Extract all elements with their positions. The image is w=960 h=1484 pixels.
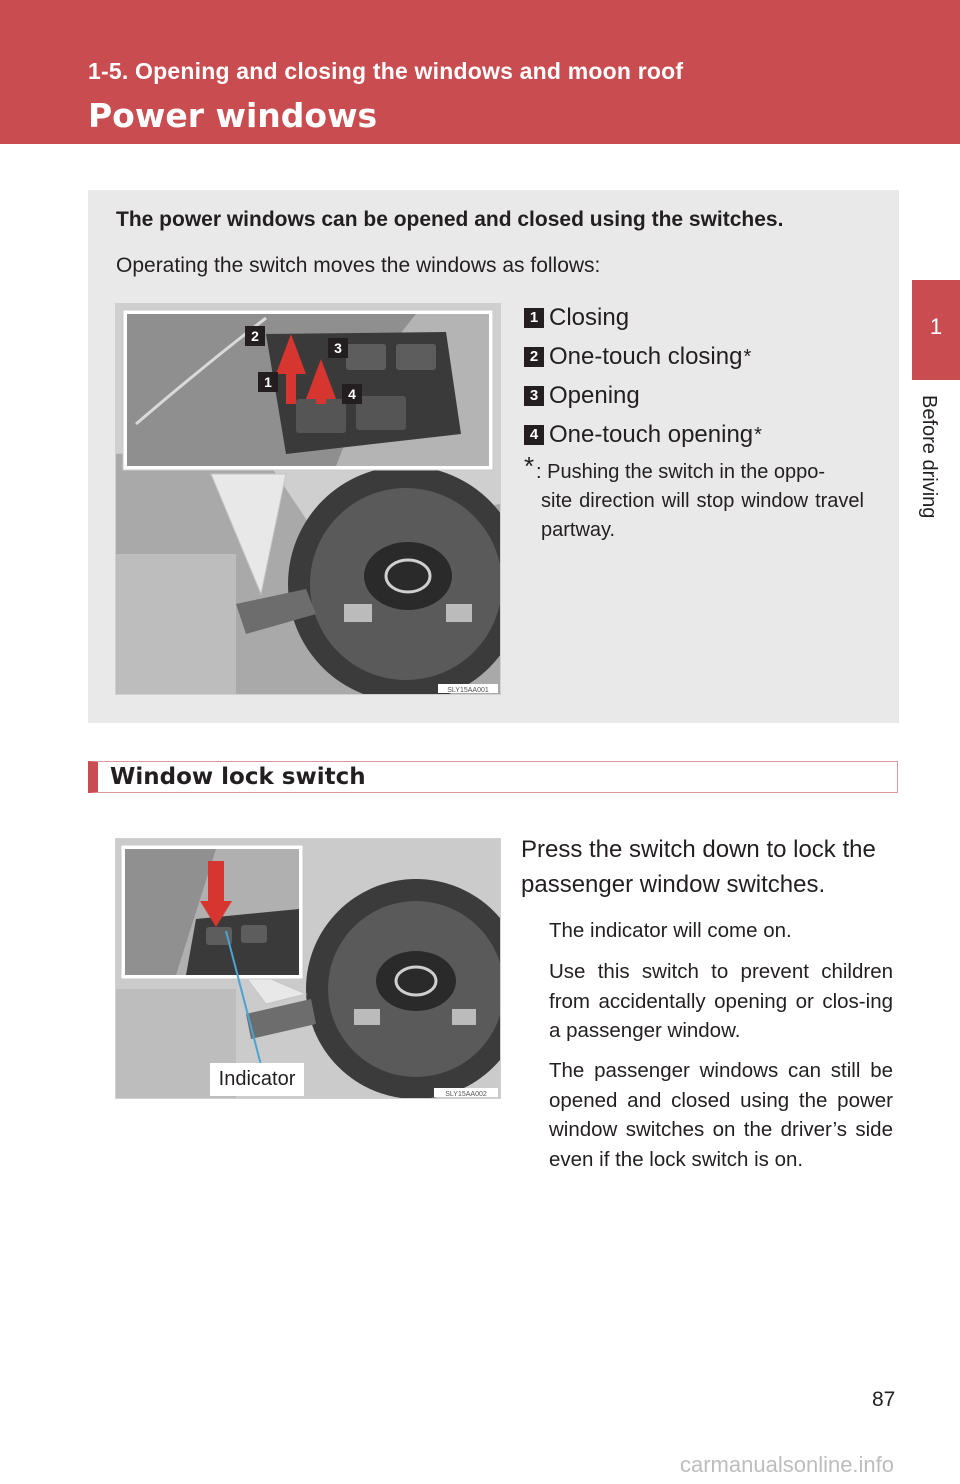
window-lock-switch-figure	[115, 838, 501, 1099]
lock-paragraph: The indicator will come on.	[549, 919, 792, 942]
figure-code: SLY15AA002	[445, 1091, 487, 1098]
number-badge: 2	[524, 347, 544, 367]
number-badge: 1	[524, 308, 544, 328]
footnote-first-line: : Pushing the switch in the oppo-	[536, 461, 826, 483]
legend-item	[524, 376, 864, 415]
intro-bold-text: The power windows can be opened and closed using the switches.	[116, 208, 784, 231]
number-badge: 3	[524, 386, 544, 406]
indicator-label: Indicator	[210, 1063, 304, 1096]
chapter-tab	[912, 280, 960, 380]
legend-item: 4 One-touch opening *	[524, 415, 864, 454]
chapter-number: 1	[929, 314, 943, 339]
lock-paragraph: The passenger windows can still be opened and closed using the power window switches on the driver’s side even if the lock switch is on.	[549, 1059, 893, 1171]
number-badge: 4	[524, 425, 544, 445]
svg-text:4: 4	[348, 386, 356, 402]
footnote-rest: site direction will stop window travel partway.	[541, 490, 864, 541]
svg-text:2: 2	[251, 328, 259, 344]
window-lock-heading	[88, 761, 898, 793]
page-number: 87	[872, 1388, 896, 1411]
section-label: 1-5. Opening and closing the windows and moon roof	[88, 58, 684, 84]
lock-paragraph: Use this switch to prevent children from accidentally opening or clos-ing a passenger window.	[549, 960, 893, 1042]
power-windows-info-box	[88, 190, 899, 723]
legend-label: Opening	[549, 381, 640, 409]
chapter-label: Before driving	[918, 395, 940, 519]
legend-label: One-touch closing	[549, 342, 743, 370]
watermark: carmanualsonline.info	[680, 1452, 895, 1477]
intro-text: Operating the switch moves the windows as follows:	[116, 254, 601, 277]
lock-main-instruction: Press the switch down to lock the passenger window switches.	[521, 836, 876, 898]
legend-item: 2 One-touch closing *	[524, 337, 864, 376]
legend-label: Closing	[549, 303, 630, 331]
footnote-asterisk: *	[524, 451, 535, 481]
figure-code: SLY15AA001	[447, 687, 489, 694]
subsection-title: Window lock switch	[110, 764, 366, 790]
legend-label: One-touch opening	[549, 420, 754, 448]
legend-item	[524, 298, 864, 337]
power-window-switch-figure	[115, 303, 501, 695]
svg-text:3: 3	[334, 340, 342, 356]
switch-legend	[524, 298, 864, 454]
page-title: Power windows	[88, 96, 378, 135]
chapter-header	[0, 0, 960, 144]
svg-text:1: 1	[264, 374, 272, 390]
